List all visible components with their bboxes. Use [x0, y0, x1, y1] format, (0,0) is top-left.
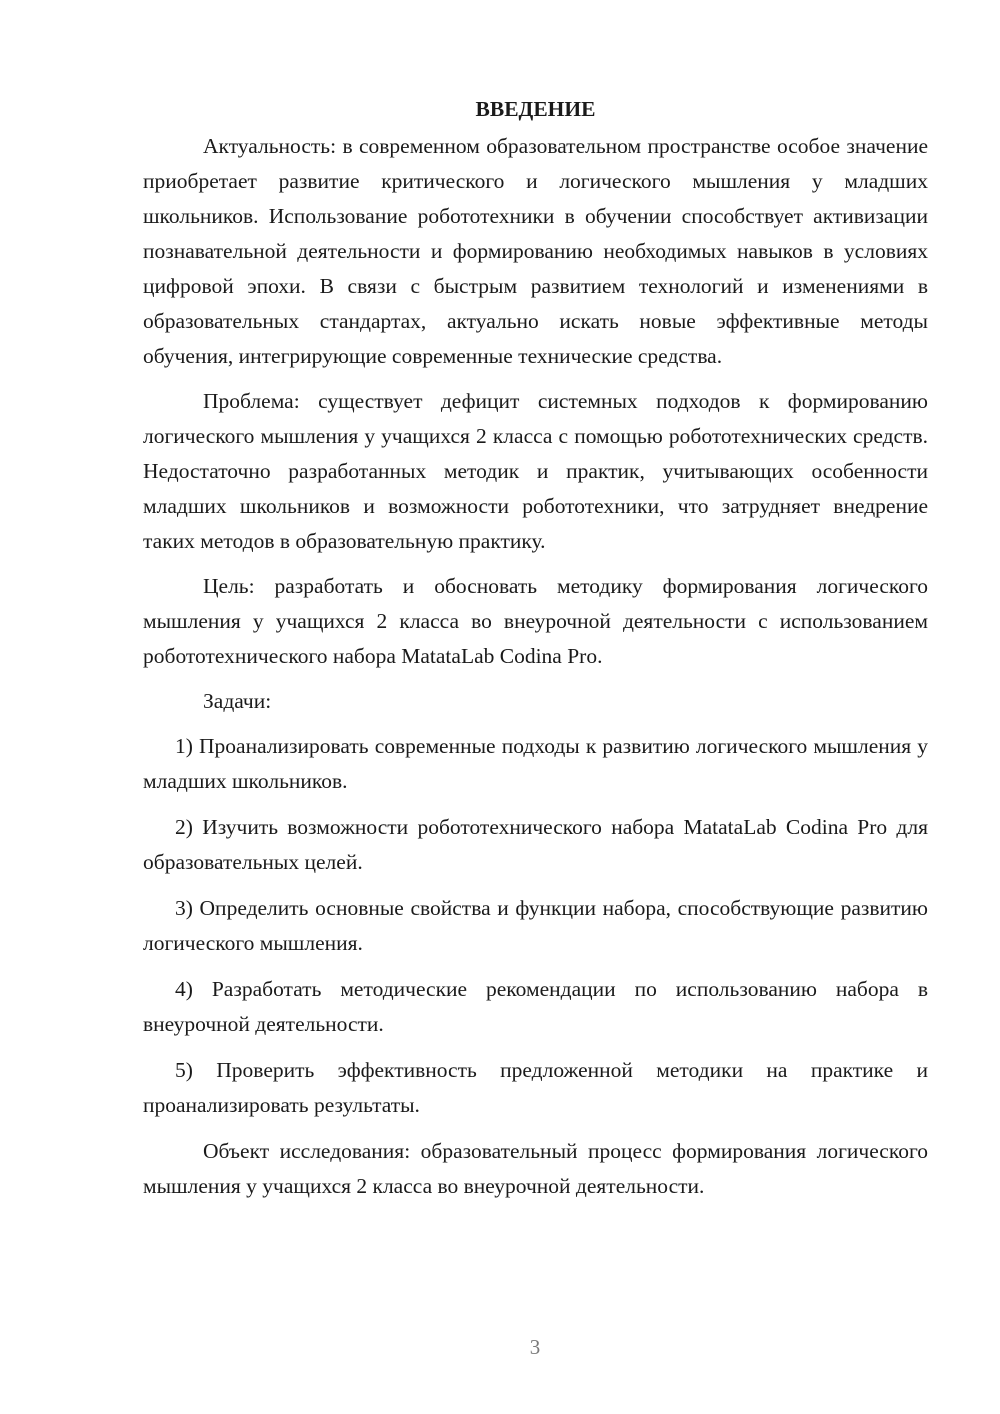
tasks-heading: Задачи:: [203, 689, 272, 713]
task-item-4: 4) Разработать методические рекомендации по использованию набора в внеурочной деятельности.: [143, 977, 928, 1036]
task-item-1: 1) Проанализировать современные подходы к развитию логического мышления у младших школьников.: [143, 734, 928, 793]
task-item-2: 2) Изучить возможности робототехнического набора MatataLab Codina Pro для образовательных целей.: [143, 815, 928, 874]
paragraph-relevance: Актуальность: в современном образовательном пространстве особое значение приобретает развитие критического и логического мышления у младших школьников. Использование робототехники в обучении способствует активизации познавательной деятельности и формированию необходимых навыков в условиях цифровой эпохи. В связи с быстрым развитием технологий и изменениями в образовательных стандартах, актуально искать новые эффективные методы обучения, интегрирующие современные технические средства.: [143, 134, 928, 368]
page-number: 3: [529, 1335, 541, 1359]
paragraph-research-object: Объект исследования: образовательный процесс формирования логического мышления у учащихся 2 класса во внеурочной деятельности.: [143, 1139, 928, 1198]
task-item-3: 3) Определить основные свойства и функции набора, способствующие развитию логического мышления.: [143, 896, 928, 955]
paragraph-goal: Цель: разработать и обосновать методику формирования логического мышления у учащихся 2 класса во внеурочной деятельности с использованием робототехнического набора MatataLab Codina Pro.: [143, 574, 928, 668]
task-item-5: 5) Проверить эффективность предложенной методики на практике и проанализировать результаты.: [143, 1058, 928, 1117]
page-body: [143, 92, 928, 1214]
paragraph-problem: Проблема: существует дефицит системных подходов к формированию логического мышления у учащихся 2 класса с помощью робототехнических средств. Недостаточно разработанных методик и практик, учитывающих особенности младших школьников и возможности робототехники, что затрудняет внедрение таких методов в образовательную практику.: [143, 389, 928, 553]
page-title: ВВЕДЕНИЕ: [475, 97, 596, 121]
tasks-list: [143, 729, 928, 1123]
